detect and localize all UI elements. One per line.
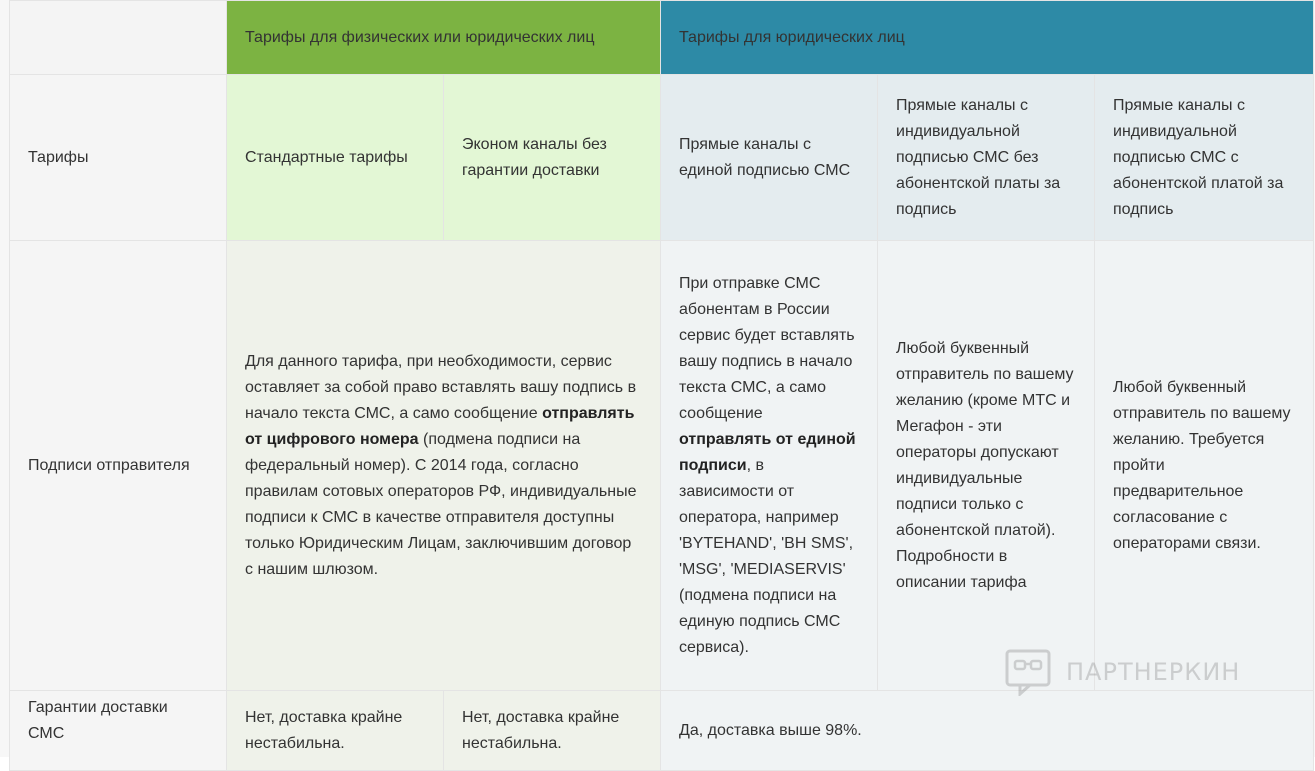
table-row-guarantee [10,691,1314,771]
tariff-standard: Стандартные тарифы [227,75,444,241]
tariff-econom: Эконом каналы без гарантии доставки [444,75,661,241]
signature-direct-single-part1: При отправке СМС абонентам в России сервис будет вставлять вашу подпись в начало текста СМС, а само сообщение [679,274,855,422]
header-legal: Тарифы для юридических лиц [661,1,1314,75]
row-label-tariffs: Тарифы [10,75,227,241]
row-label-guarantee: Гарантии доставки СМС [10,691,227,771]
header-empty-cell [10,1,227,75]
header-physical-or-legal: Тарифы для физических или юридических лиц [227,1,661,75]
tariff-direct-single: Прямые каналы с единой подписью СМС [661,75,878,241]
watermark [1004,648,1240,696]
table-row-tariffs [10,75,1314,241]
watermark-text: ПАРТНЕРКИН [1066,658,1241,686]
signature-direct-single-bold: отправлять от единой подписи [679,430,856,474]
tariff-direct-individual-no-fee: Прямые каналы с индивидуальной подписью СМС без абонентской платы за подпись [878,75,1095,241]
tariff-direct-individual-fee: Прямые каналы с индивидуальной подписью СМС с абонентской платой за подпись [1095,75,1314,241]
signature-direct-single-part2: , в зависимости от оператора, например 'BYTEHAND', 'BH SMS', 'MSG', 'MEDIASERVIS' (подмена подписи на единую подпись СМС сервиса). [679,456,854,656]
signature-direct-single-text [661,241,878,691]
table-header-row [10,1,1314,75]
guarantee-econom: Нет, доставка крайне нестабильна. [444,691,661,771]
partnerkin-logo-icon [1004,648,1052,696]
guarantee-legal: Да, доставка выше 98%. [661,691,1314,771]
signature-standard-part1: Для данного тарифа, при необходимости, сервис оставляет за собой право вставлять вашу подпись в начало текста СМС, а само сообщение [245,352,637,422]
signature-standard-bold: отправлять от цифрового номера [245,404,635,448]
signature-standard-part2: (подмена подписи на федеральный номер). С 2014 года, согласно правилам сотовых операторов РФ, индивидуальные подписи к СМС в качестве отправителя доступны только Юридическим Лицам, заключившим договор с нашим шлюзом. [245,430,637,578]
table-row-signatures [10,241,1314,691]
signature-direct-individual-fee-text: Любой буквенный отправитель по вашему желанию. Требуется пройти предварительное согласование с операторами связи. [1095,241,1314,691]
row-label-signatures: Подписи отправителя [10,241,227,691]
signature-direct-individual-no-fee-text: Любой буквенный отправитель по вашему желанию (кроме МТС и Мегафон - эти операторы допускают индивидуальные подписи только с абонентской платой). Подробности в описании тарифа [878,241,1095,691]
signature-standard-text [227,241,661,691]
guarantee-standard: Нет, доставка крайне нестабильна. [227,691,444,771]
